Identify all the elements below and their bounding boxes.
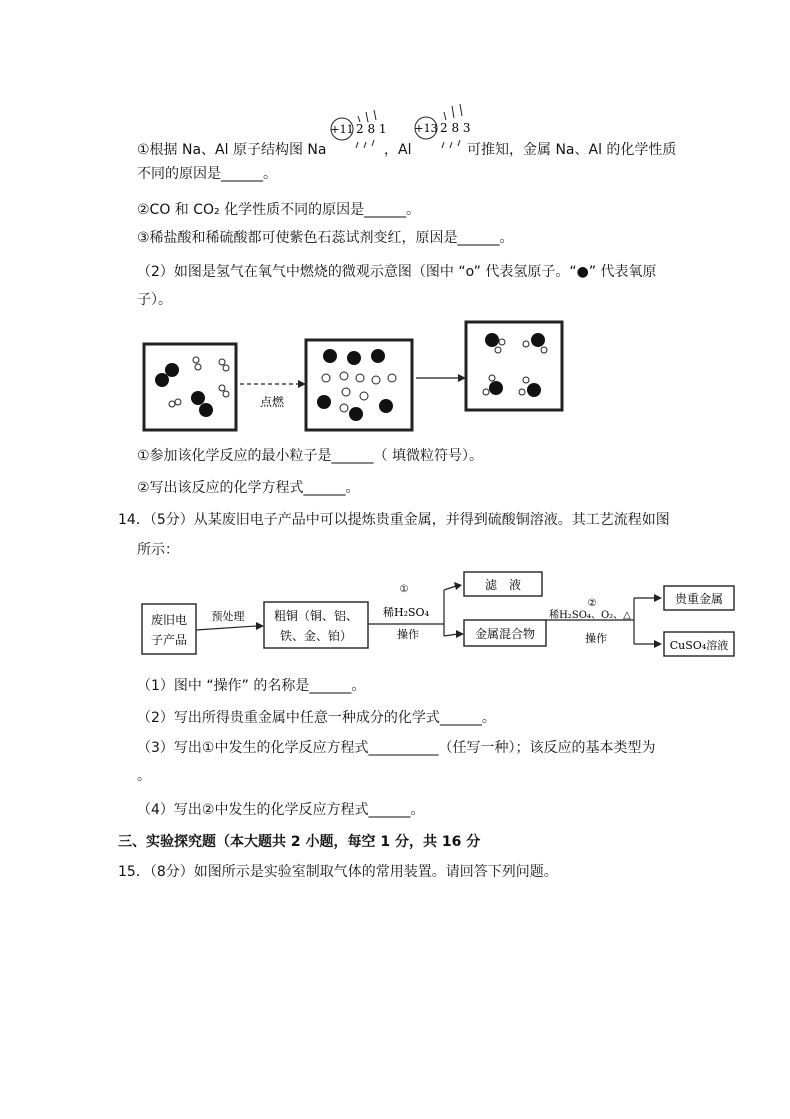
q13-2-sub2: ②写出该反应的化学方程式______。 xyxy=(137,480,360,496)
q13-1-line2: 不同的原因是______。 xyxy=(137,166,277,182)
q14-q4: （4）写出②中发生的化学反应方程式______。 xyxy=(137,802,425,818)
q14-line1: 14．（5分）从某废旧电子产品中可以提炼贵重金属，并得到硫酸铜溶液。其工艺流程如图 xyxy=(118,512,670,528)
q13-1-line4: ③稀盐酸和稀硫酸都可使紫色石蕊试剂变红，原因是______。 xyxy=(137,230,514,246)
q14-q1: （1）图中 “操作” 的名称是______。 xyxy=(137,678,366,694)
q14-q3b: 。 xyxy=(137,768,151,784)
na-nucleus: +11 xyxy=(330,123,354,136)
q15-line: 15．（8分）如图所示是实验室制取气体的常用装置。请回答下列问题。 xyxy=(118,864,558,880)
flow-step1-op: 操作 xyxy=(397,628,419,641)
flow-step1-num: ① xyxy=(399,584,409,595)
na-atom-diagram xyxy=(326,102,388,152)
svg-text:金属混合物: 金属混合物 xyxy=(474,627,536,641)
svg-text:粗铜（铜、铝、: 粗铜（铜、铝、 xyxy=(273,609,359,623)
svg-text:废旧电: 废旧电 xyxy=(150,613,188,627)
q13-2-line1: （2）如图是氢气在氧气中燃烧的微观示意图（图中 “o” 代表氢原子。“●” 代表氧原 xyxy=(137,264,657,280)
reaction-arrow-label: 点燃 xyxy=(260,395,285,409)
svg-text:子产品: 子产品 xyxy=(150,633,188,647)
flow-step2-num: ② xyxy=(587,598,597,609)
q13-1-line1-end: 可推知，金属 Na、Al 的化学性质 xyxy=(467,142,677,158)
al-nucleus: +13 xyxy=(414,122,438,135)
q13-2-sub1: ①参加该化学反应的最小粒子是______（ 填微粒符号）。 xyxy=(137,448,483,464)
flow-arrow-pretreat: 预处理 xyxy=(211,610,245,623)
al-shells: 2 8 3 xyxy=(440,121,471,135)
flow-step2-reagent: 稀H₂SO₄、O₂、△ xyxy=(549,610,631,621)
q13-1-line1: ①根据 Na、Al 原子结构图 Na xyxy=(137,142,327,158)
al-atom-diagram xyxy=(410,100,472,152)
q13-1-line1-mid: ，Al xyxy=(384,142,412,158)
svg-text:铁、金、铂）: 铁、金、铂） xyxy=(279,629,353,643)
flow-step2-op: 操作 xyxy=(585,632,607,645)
process-flow-diagram xyxy=(140,568,740,668)
svg-text:贵重金属: 贵重金属 xyxy=(674,592,724,606)
q14-q3: （3）写出①中发生的化学反应方程式__________（任写一种）；该反应的基本类型为 xyxy=(137,740,656,756)
na-shells: 2 8 1 xyxy=(356,122,387,136)
q13-1-line3: ②CO 和 CO₂ 化学性质不同的原因是______。 xyxy=(137,202,421,218)
flow-step1-reagent: 稀H₂SO₄ xyxy=(383,606,429,619)
svg-text:滤 液: 滤 液 xyxy=(484,578,522,592)
q13-2-line2: 子）。 xyxy=(137,292,172,308)
reaction-micro-diagram xyxy=(140,318,570,434)
q14-line2: 所示： xyxy=(137,542,179,558)
svg-text:CuSO₄溶液: CuSO₄溶液 xyxy=(669,639,729,652)
section3-title: 三、实验探究题（本大题共 2 小题，每空 1 分，共 16 分 xyxy=(118,834,481,850)
q14-q2: （2）写出所得贵重金属中任意一种成分的化学式______。 xyxy=(137,710,496,726)
